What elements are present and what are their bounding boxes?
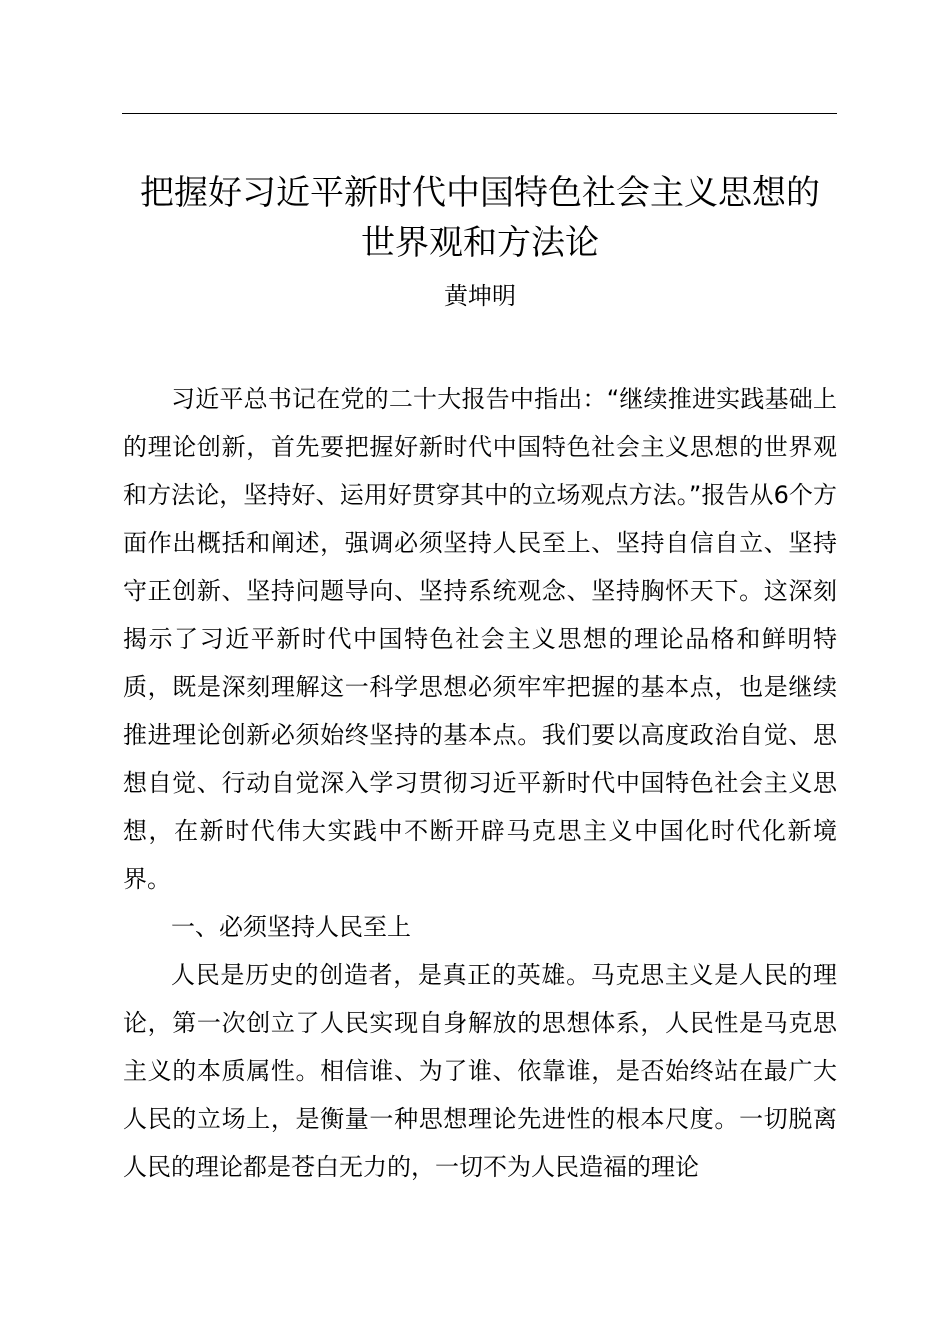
section-heading: 一、必须坚持人民至上 [171, 913, 411, 941]
document-title [100, 168, 860, 268]
article-body [123, 375, 837, 1191]
title-line-2: 世界观和方法论 [361, 223, 599, 263]
title-line-1: 把握好习近平新时代中国特色社会主义思想的 [140, 173, 820, 213]
paragraph-intro: 习近平总书记在党的二十大报告中指出：“继续推进实践基础上的理论创新，首先要把握好新时代中国特色社会主义思想的世界观和方法论，坚持好、运用好贯穿其中的立场观点方法。”报告从6个方面作出概括和阐述，强调必须坚持人民至上、坚持自信自立、坚持守正创新、坚持问题导向、坚持系统观念、坚持胸怀天下。这深刻揭示了习近平新时代中国特色社会主义思想的理论品格和鲜明特质，既是深刻理解这一科学思想必须牢牢把握的基本点，也是继续推进理论创新必须始终坚持的基本点。我们要以高度政治自觉、思想自觉、行动自觉深入学习贯彻习近平新时代中国特色社会主义思想，在新时代伟大实践中不断开辟马克思主义中国化时代化新境界。 [123, 385, 837, 893]
paragraph-section-1: 人民是历史的创造者，是真正的英雄。马克思主义是人民的理论，第一次创立了人民实现自身解放的思想体系，人民性是马克思主义的本质属性。相信谁、为了谁、依靠谁，是否始终站在最广大人民的立场上，是衡量一种思想理论先进性的根本尺度。一切脱离人民的理论都是苍白无力的，一切不为人民造福的理论 [123, 961, 837, 1181]
author-name: 黄坤明 [444, 282, 516, 310]
header-rule [122, 113, 837, 114]
